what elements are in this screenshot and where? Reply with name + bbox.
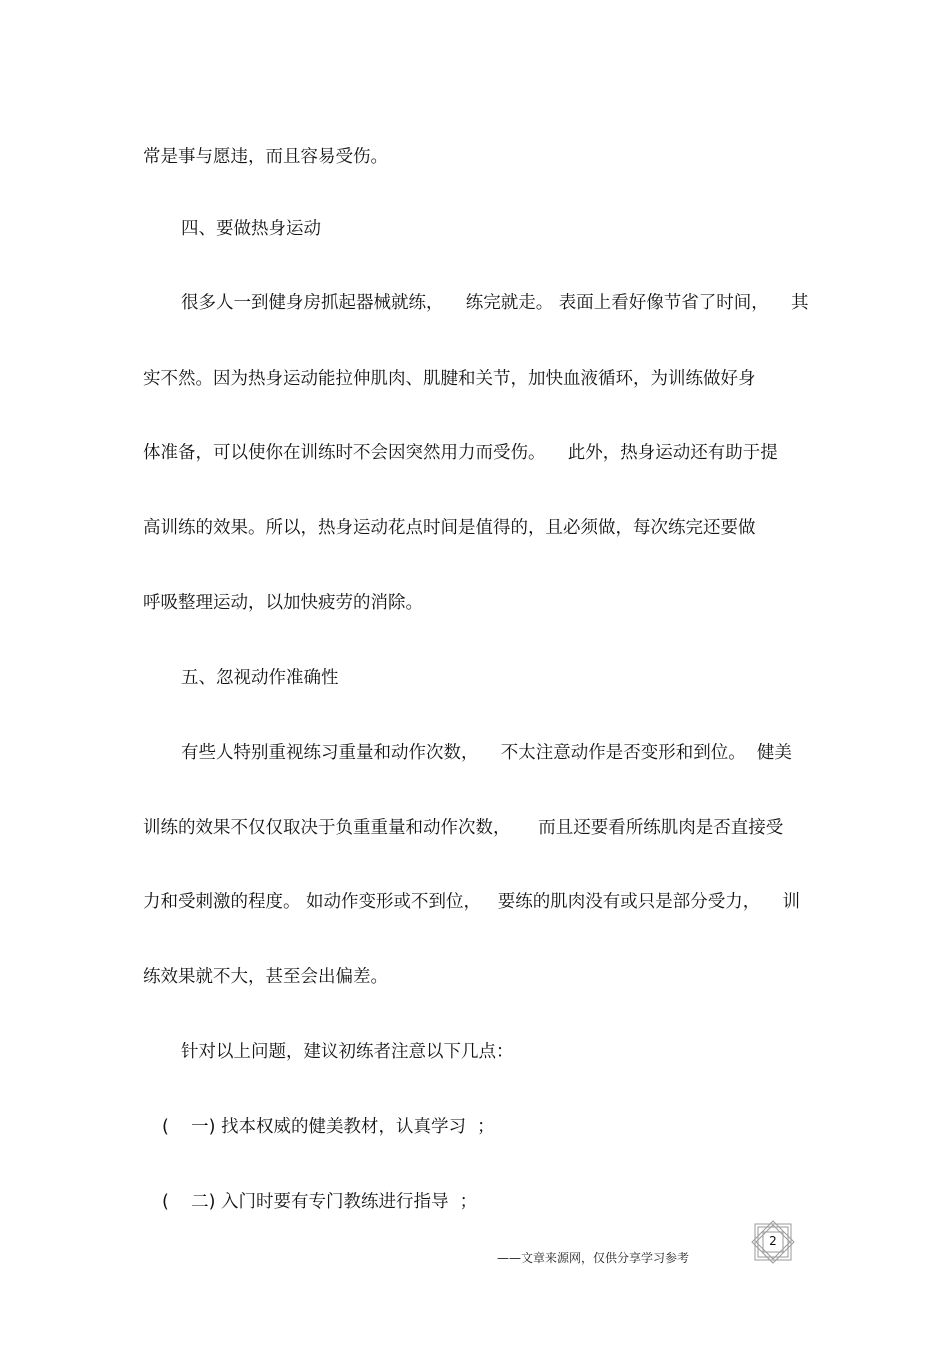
section-heading: 四、要做热身运动 xyxy=(181,219,321,239)
page-number-badge xyxy=(749,1220,797,1264)
paragraph-line: 训练的效果不仅仅取决于负重重量和动作次数， 而且还要看所练肌肉是否直接受 xyxy=(143,818,784,838)
paragraph-line: 很多人一到健身房抓起器械就练， 练完就走。 表面上看好像节省了时间， 其 xyxy=(181,293,809,313)
paragraph-line: 有些人特别重视练习重量和动作次数， 不太注意动作是否变形和到位。 健美 xyxy=(181,743,792,763)
paragraph-line: 力和受刺激的程度。 如动作变形或不到位， 要练的肌肉没有或只是部分受力， 训 xyxy=(143,892,800,912)
footer-source-note: ——文章来源网，仅供分享学习参考 xyxy=(497,1251,690,1265)
paragraph-line: 实不然。因为热身运动能拉伸肌肉、肌腱和关节，加快血液循环，为训练做好身 xyxy=(143,369,756,389)
paragraph-line: 针对以上问题，建议初练者注意以下几点： xyxy=(181,1042,514,1062)
paragraph-line: 练效果就不大，甚至会出偏差。 xyxy=(143,967,388,987)
list-item: ( 二) 入门时要有专门教练进行指导 ； xyxy=(162,1192,478,1212)
paragraph-line: 呼吸整理运动，以加快疲劳的消除。 xyxy=(143,593,423,613)
paragraph-line: 高训练的效果。所以，热身运动花点时间是值得的，且必须做，每次练完还要做 xyxy=(143,518,756,538)
paragraph-line: 常是事与愿违，而且容易受伤。 xyxy=(143,147,388,167)
list-item: ( 一) 找本权威的健美教材，认真学习 ； xyxy=(162,1117,495,1137)
paragraph-line: 体准备，可以使你在训练时不会因突然用力而受伤。 此外，热身运动还有助于提 xyxy=(143,443,778,463)
page-number: 2 xyxy=(769,1234,777,1248)
section-heading: 五、忽视动作准确性 xyxy=(181,668,339,688)
